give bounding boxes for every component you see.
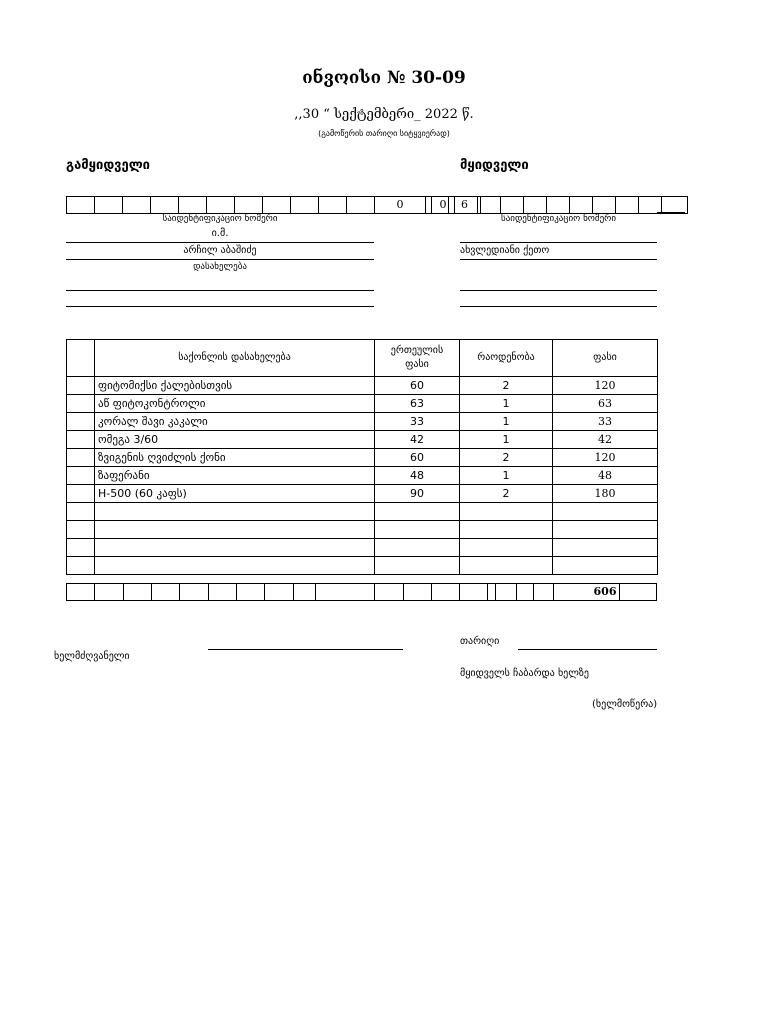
row-index [67,485,95,503]
item-price: 33 [553,413,658,431]
total-row-divider [533,584,534,600]
total-row-divider [495,584,496,600]
seller-name: არჩილ აბაშიძე [183,245,257,256]
table-row [67,377,658,395]
header-name: საქონლის დასახელება [95,340,375,377]
item-unit-price [375,557,460,575]
table-row [67,467,658,485]
total-row-divider [123,584,124,600]
seller-id-digit: 6 [449,197,481,213]
seller-id-digit [151,197,179,213]
buyer-id-boxes [431,196,688,214]
row-index [67,521,95,539]
buyer-id-underline [657,212,685,213]
item-price: 42 [553,431,658,449]
seller-id-digit [123,197,151,213]
seller-id-boxes [66,196,481,214]
seller-id-digit [235,197,263,213]
item-quantity: 2 [460,449,553,467]
total-row-divider [179,584,180,600]
header-index [67,340,95,377]
table-row [67,503,658,521]
buyer-id-digit: 0 [432,197,455,213]
item-quantity [460,503,553,521]
invoice-title: ინვოისი № 30-09 [302,68,466,88]
item-unit-price: 60 [375,449,460,467]
item-name: ზაფერანი [95,467,375,485]
seller-id-digit [319,197,347,213]
item-name: აწ ფიტოკონტროლი [95,395,375,413]
item-quantity: 2 [460,485,553,503]
buyer-id-digit [593,197,616,213]
item-unit-price: 60 [375,377,460,395]
date-line [518,649,657,650]
item-name [95,557,375,575]
total-row-divider [516,584,517,600]
date-label: თარიღი [460,636,500,647]
item-name [95,503,375,521]
header-unit-price [375,340,460,377]
total-value: 606 [593,585,617,598]
buyer-name-line [460,259,657,260]
seller-id-digit [263,197,291,213]
total-row-divider [487,584,488,600]
row-index [67,503,95,521]
row-index [67,449,95,467]
table-row [67,413,658,431]
seller-id-digit [347,197,375,213]
total-row-divider [208,584,209,600]
seller-name-line [66,259,374,260]
seller-address-line-2 [66,306,374,307]
header-unit-price-line1: ერთეულის [390,345,444,356]
seller-type: ი.მ. [211,228,229,239]
item-price [553,539,658,557]
item-unit-price: 63 [375,395,460,413]
row-index [67,395,95,413]
row-index [67,413,95,431]
buyer-id-digit [478,197,501,213]
signer-label: ხელმძღვანელი [54,651,130,662]
buyer-label: მყიდველი [460,158,529,173]
header-price: ფასი [553,340,658,377]
item-price: 180 [553,485,658,503]
item-unit-price [375,539,460,557]
buyer-id-digit [662,197,688,213]
header-quantity: რაოდენობა [460,340,553,377]
invoice-date: ,,30 “ სექტემბერი_ 2022 წ. [294,107,474,122]
table-row [67,539,658,557]
total-row-divider [403,584,404,600]
signature-line [208,649,403,650]
item-price [553,503,658,521]
buyer-id-digit [501,197,524,213]
row-index [67,431,95,449]
seller-name-label: დასახელება [193,262,247,272]
item-quantity [460,521,553,539]
total-row-divider [151,584,152,600]
seller-id-digit: 0 [375,197,426,213]
item-quantity: 1 [460,467,553,485]
seller-label: გამყიდველი [66,158,151,173]
total-row-divider [431,584,432,600]
seller-id-label: საიდენტიფიკაციო ნომერი [162,214,278,224]
total-row-divider [236,584,237,600]
row-index [67,467,95,485]
items-table [66,339,658,575]
table-row [67,449,658,467]
seller-id-digit [95,197,123,213]
item-name: ომეგა 3/60 [95,431,375,449]
buyer-id-digit [524,197,547,213]
table-row [67,485,658,503]
total-row-divider [315,584,316,600]
seller-id-digit [67,197,95,213]
buyer-address-line-2 [460,306,657,307]
header-unit-price-line2: ფასი [405,359,429,370]
item-unit-price [375,521,460,539]
buyer-id-digit [547,197,570,213]
signature-label: (ხელმოწერა) [592,699,658,710]
seller-address-line [66,290,374,291]
item-quantity: 2 [460,377,553,395]
item-price [553,557,658,575]
row-index [67,539,95,557]
buyer-id-digit [639,197,662,213]
seller-id-digit [291,197,319,213]
item-unit-price: 33 [375,413,460,431]
total-row-divider [374,584,375,600]
item-price: 120 [553,377,658,395]
item-price: 48 [553,467,658,485]
seller-type-line [66,242,374,243]
item-unit-price: 90 [375,485,460,503]
row-index [67,557,95,575]
table-row [67,521,658,539]
total-row-divider [293,584,294,600]
item-quantity [460,557,553,575]
seller-id-digit [207,197,235,213]
item-price: 63 [553,395,658,413]
buyer-id-digit [616,197,639,213]
seller-id-digit [179,197,207,213]
buyer-id-digit [455,197,478,213]
buyer-type-line [460,242,657,243]
item-name [95,539,375,557]
item-unit-price [375,503,460,521]
date-hint: (გამოწერის თარიღი სიტყვიერად) [318,129,450,138]
buyer-id-digit [570,197,593,213]
item-quantity: 1 [460,431,553,449]
item-price [553,521,658,539]
item-name: კორალ შავი კაკალი [95,413,375,431]
buyer-address-line [460,290,657,291]
item-quantity: 1 [460,413,553,431]
total-row-divider [264,584,265,600]
item-quantity [460,539,553,557]
item-name: ზვიგენის ღვიძლის ქონი [95,449,375,467]
table-row [67,395,658,413]
total-row-divider [94,584,95,600]
item-unit-price: 48 [375,467,460,485]
item-name [95,521,375,539]
total-row-divider [459,584,460,600]
item-quantity: 1 [460,395,553,413]
item-price: 120 [553,449,658,467]
table-header-row [67,340,658,377]
row-index [67,377,95,395]
handed-label: მყიდველს ჩაბარდა ხელზე [460,668,589,679]
table-row [67,557,658,575]
table-row [67,431,658,449]
item-name: ფიტომიქსი ქალებისთვის [95,377,375,395]
buyer-name: ახვლედიანი ქეთო [460,245,550,256]
item-name: H-500 (60 კაფს) [95,485,375,503]
buyer-id-label: საიდენტიფიკაციო ნომერი [501,214,616,224]
item-unit-price: 42 [375,431,460,449]
